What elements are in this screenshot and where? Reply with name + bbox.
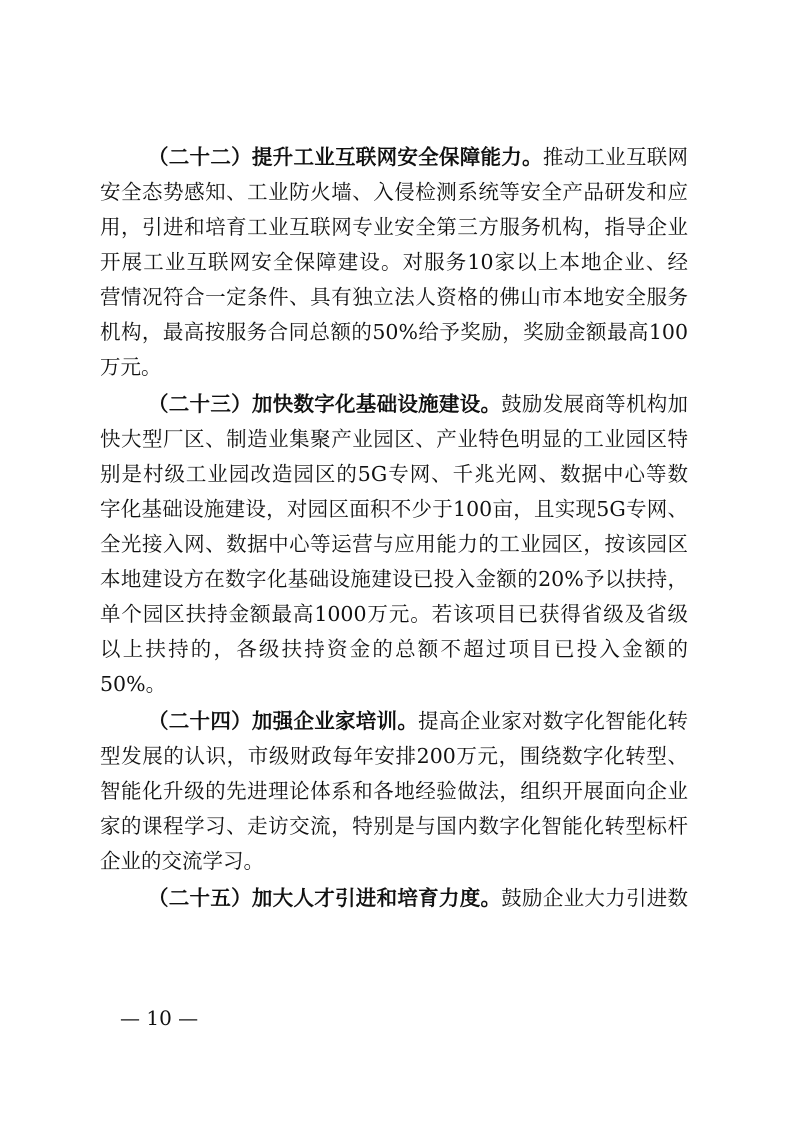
paragraph-line [100,457,688,491]
paragraph-line [100,422,688,456]
paragraph-text: 机构，最高按服务合同总额的50%给予奖励，奖励金额最高100 [100,320,688,344]
paragraph-text: 单个园区扶持金额最高1000万元。若该项目已获得省级及省级 [100,602,688,626]
paragraph-first-line [100,387,688,421]
paragraph-text: 万元。 [100,355,162,379]
paragraph-line [100,350,688,384]
paragraph-text: 鼓励企业大力引进数 [501,886,688,910]
paragraph-line [100,315,688,349]
paragraph-line [100,632,688,666]
paragraph-line [100,597,688,631]
paragraph-line [100,280,688,314]
paragraph-line [100,210,688,244]
paragraph-text: 推动工业互联网 [542,145,688,169]
paragraph-text: 用，引进和培育工业互联网专业安全第三方服务机构，指导企业 [100,215,688,239]
paragraph-text: 鼓励发展商等机构加 [501,392,688,416]
paragraph-line [100,562,688,596]
paragraph-text: 开展工业互联网安全保障建设。对服务10家以上本地企业、经 [100,250,688,274]
paragraph-first-line [100,140,688,174]
paragraph-text: 字化基础设施建设，对园区面积不少于100亩，且实现5G专网、 [100,497,688,521]
paragraph-text: 智能化升级的先进理论体系和各地经验做法，组织开展面向企业 [100,779,688,803]
paragraph-text: 50%。 [100,672,167,696]
paragraph-text: 快大型厂区、制造业集聚产业园区、产业特色明显的工业园区特 [100,427,688,451]
paragraph-line [100,774,688,808]
page-number: — 10 — [120,1006,199,1030]
paragraph-first-line [100,704,688,738]
paragraph-text: 安全态势感知、工业防火墙、入侵检测系统等安全产品研发和应 [100,180,688,204]
paragraph-line [100,175,688,209]
paragraph-text: 本地建设方在数字化基础设施建设已投入金额的20%予以扶持， [100,567,688,591]
paragraph-text: 别是村级工业园改造园区的5G专网、千兆光网、数据中心等数 [100,462,688,486]
paragraph-line [100,492,688,526]
paragraph-line [100,527,688,561]
paragraph-text: 营情况符合一定条件、具有独立法人资格的佛山市本地安全服务 [100,285,688,309]
section-heading: （二十三）加快数字化基础设施建设。 [148,392,502,416]
paragraph-line [100,739,688,773]
paragraph-text: 家的课程学习、走访交流，特别是与国内数字化智能化转型标杆 [100,814,688,838]
paragraph-line [100,667,688,701]
section-heading: （二十五）加大人才引进和培育力度。 [148,886,502,910]
paragraph-line [100,245,688,279]
paragraph-text: 以上扶持的，各级扶持资金的总额不超过项目已投入金额的 [100,637,688,661]
paragraph-text: 企业的交流学习。 [100,849,264,873]
paragraph-text: 提高企业家对数字化智能化转 [418,709,688,733]
paragraph-text: 全光接入网、数据中心等运营与应用能力的工业园区，按该园区 [100,532,688,556]
paragraph-line [100,809,688,843]
section-heading: （二十二）提升工业互联网安全保障能力。 [148,145,543,169]
paragraph-first-line [100,881,688,915]
paragraph-text: 型发展的认识，市级财政每年安排200万元，围绕数字化转型、 [100,744,688,768]
section-heading: （二十四）加强企业家培训。 [148,709,419,733]
paragraph-line [100,844,688,878]
